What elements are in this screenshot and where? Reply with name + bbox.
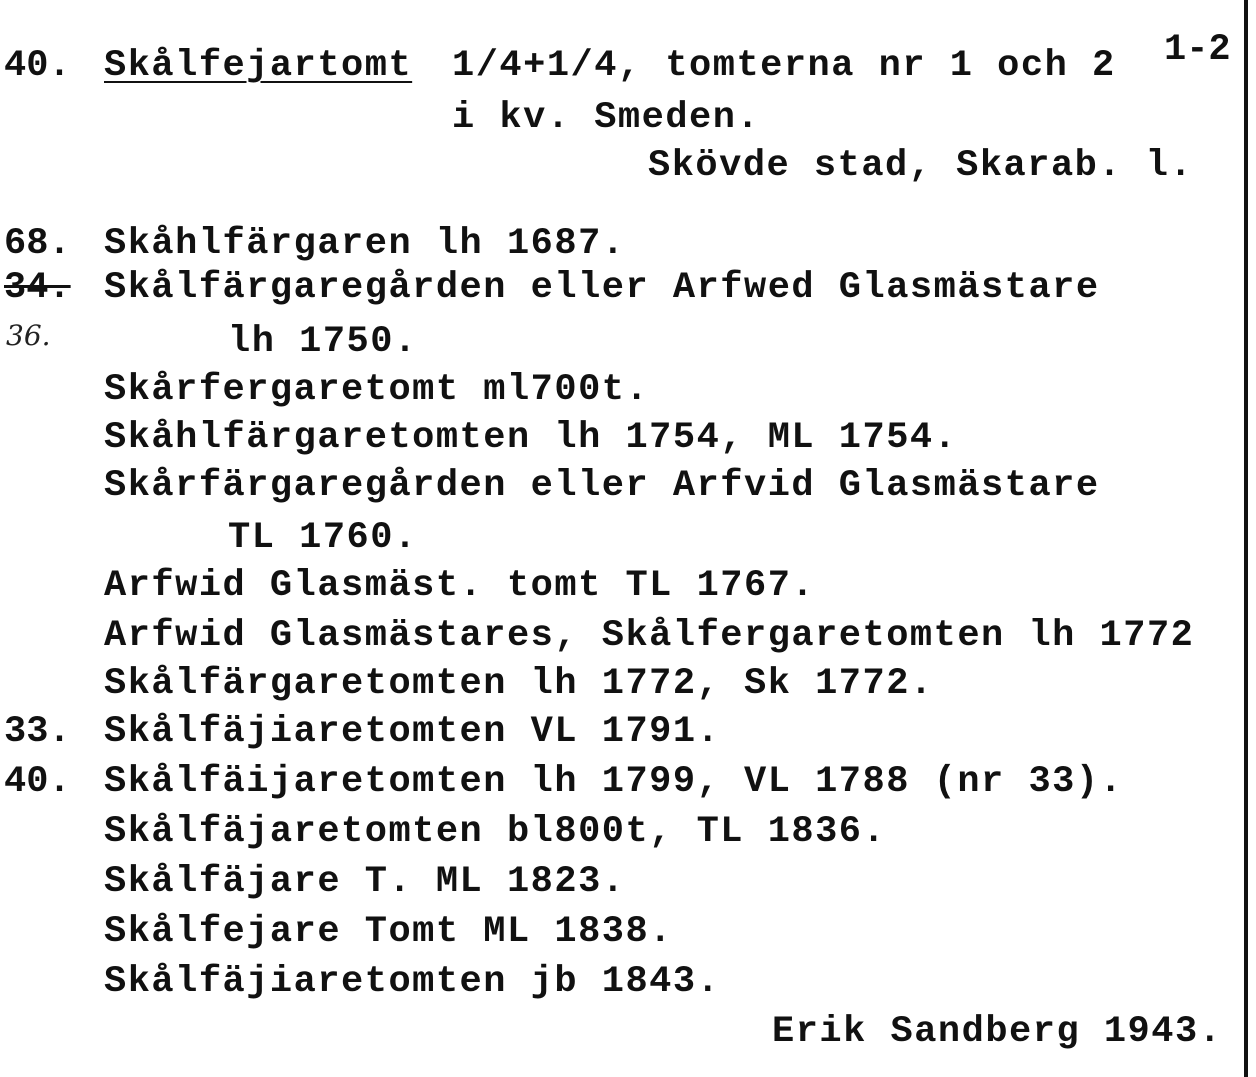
- entry-text: Skåhlfärgaretomten lh 1754, ML 1754.: [104, 417, 958, 459]
- header-number: 40.: [4, 45, 71, 87]
- entry-text: Skålfäjiaretomten VL 1791.: [104, 711, 721, 753]
- corner-reference: 1-2: [1164, 29, 1231, 71]
- entry-number: 68.: [4, 223, 71, 265]
- entry-number: 33.: [4, 711, 71, 753]
- entry-text: Skålfäjare T. ML 1823.: [104, 861, 626, 903]
- entry-text: Skålfejare Tomt ML 1838.: [104, 911, 673, 953]
- entry-number: 40.: [4, 761, 71, 803]
- handwritten-number-note: 36.: [6, 319, 51, 352]
- entry-text: Skåhlfärgaren lh 1687.: [104, 223, 626, 265]
- entry-text: Skålfäjiaretomten jb 1843.: [104, 961, 721, 1003]
- entry-text: Arfwid Glasmästares, Skålfergaretomten lh 1772: [104, 615, 1195, 657]
- entry-text: Arfwid Glasmäst. tomt TL 1767.: [104, 565, 816, 607]
- entry-text: Skårfergaretomt ml700t.: [104, 369, 650, 411]
- header-line-2: i kv. Smeden.: [452, 97, 761, 139]
- entry-text: Skålfäjaretomten bl800t, TL 1836.: [104, 811, 887, 853]
- entry-text: Skålfärgaregården eller Arfwed Glasmästare: [104, 267, 1100, 309]
- card-edge-line: [1244, 0, 1248, 1077]
- entry-text: lh 1750.: [228, 321, 418, 363]
- entry-number-struck: 34.: [4, 267, 71, 309]
- header-title: Skålfejartomt: [104, 45, 413, 87]
- entry-text: TL 1760.: [228, 517, 418, 559]
- signature: Erik Sandberg 1943.: [772, 1011, 1223, 1053]
- entry-text: Skålfärgaretomten lh 1772, Sk 1772.: [104, 663, 934, 705]
- header-title-rest: 1/4+1/4, tomterna nr 1 och 2: [452, 45, 1116, 87]
- entry-text: Skålfäijaretomten lh 1799, VL 1788 (nr 33).: [104, 761, 1124, 803]
- entry-text: Skårfärgaregården eller Arfvid Glasmästare: [104, 465, 1100, 507]
- header-location: Skövde stad, Skarab. l.: [648, 145, 1194, 187]
